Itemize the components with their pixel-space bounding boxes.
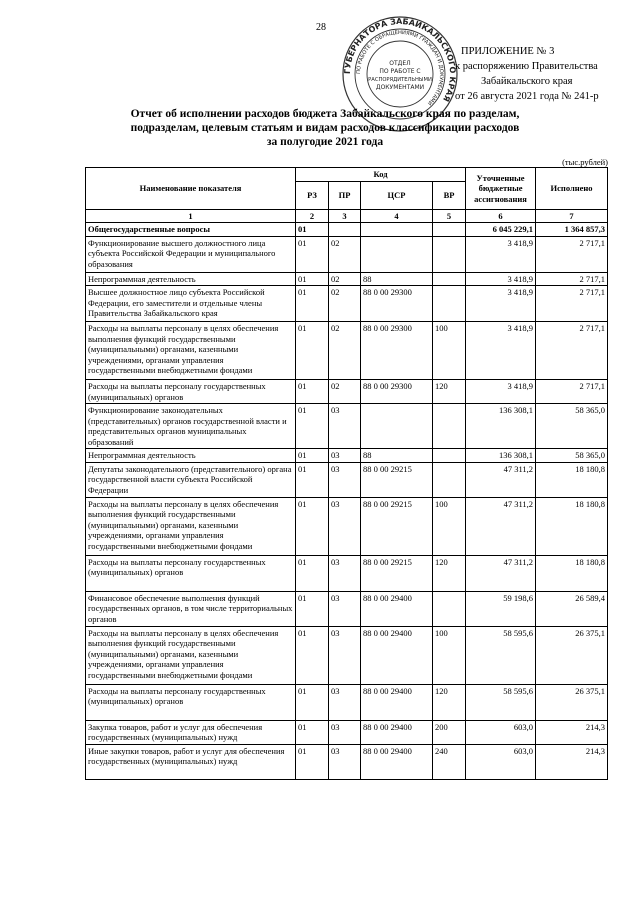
column-number: 2 xyxy=(296,209,329,223)
table-row xyxy=(86,720,608,744)
row-pr: 03 xyxy=(329,555,361,591)
row-name: Высшее должностное лицо субъекта Российской Федерации, его заместители и отдельные члены Правительства Забайкальского края xyxy=(86,286,296,322)
appendix-line-1: к распоряжению Правительства xyxy=(455,61,598,72)
row-csr: 88 0 00 29400 xyxy=(361,720,433,744)
row-rz: 01 xyxy=(296,272,329,286)
row-name: Депутаты законодательного (представительного) органа государственной власти субъекта Российской Федерации xyxy=(86,462,296,497)
row-rz: 01 xyxy=(296,380,329,404)
row-planned: 47 311,2 xyxy=(466,462,536,497)
row-planned: 3 418,9 xyxy=(466,286,536,322)
row-csr: 88 0 00 29300 xyxy=(361,286,433,322)
row-executed: 2 717,1 xyxy=(536,272,608,286)
row-pr: 02 xyxy=(329,272,361,286)
row-executed: 214,3 xyxy=(536,744,608,779)
row-pr: 03 xyxy=(329,626,361,684)
row-vr xyxy=(433,272,466,286)
row-executed: 214,3 xyxy=(536,720,608,744)
column-number-row xyxy=(86,209,608,223)
row-name: Функционирование законодательных (представительных) органов государственной власти и представительных органов муниципальных образований xyxy=(86,404,296,449)
row-planned: 47 311,2 xyxy=(466,497,536,555)
row-planned: 58 595,6 xyxy=(466,684,536,720)
row-rz: 01 xyxy=(296,404,329,449)
row-name: Функционирование высшего должностного лица субъекта Российской Федерации и муниципального образования xyxy=(86,236,296,272)
row-vr: 100 xyxy=(433,322,466,380)
row-pr xyxy=(329,223,361,237)
row-name: Расходы на выплаты персоналу в целях обеспечения выполнения функций государственными (муниципальными) органами, казенными учреждениями, органами управления государственными внебюджетными фондами xyxy=(86,497,296,555)
row-planned: 3 418,9 xyxy=(466,322,536,380)
row-pr: 02 xyxy=(329,380,361,404)
row-rz: 01 xyxy=(296,720,329,744)
row-pr: 02 xyxy=(329,322,361,380)
table-row xyxy=(86,380,608,404)
row-csr: 88 0 00 29215 xyxy=(361,555,433,591)
row-rz: 01 xyxy=(296,462,329,497)
row-vr xyxy=(433,286,466,322)
row-name: Непрограммная деятельность xyxy=(86,272,296,286)
row-vr: 120 xyxy=(433,555,466,591)
header-pr: ПР xyxy=(329,181,361,209)
row-pr: 03 xyxy=(329,497,361,555)
appendix-title: ПРИЛОЖЕНИЕ № 3 xyxy=(461,46,555,57)
appendix-line-3: от 26 августа 2021 года № 241-р xyxy=(455,91,599,102)
row-planned: 59 198,6 xyxy=(466,591,536,626)
row-name: Финансовое обеспечение выполнения функций государственных органов, в том числе территориальных органов xyxy=(86,591,296,626)
row-rz: 01 xyxy=(296,236,329,272)
appendix-block xyxy=(455,44,635,104)
row-vr xyxy=(433,404,466,449)
table-row xyxy=(86,462,608,497)
row-rz: 01 xyxy=(296,626,329,684)
row-name: Иные закупки товаров, работ и услуг для обеспечения государственных (муниципальных) нужд xyxy=(86,744,296,779)
header-planned: Уточненные бюджетные ассигнования xyxy=(466,168,536,210)
seal-ring-text: ГУБЕРНАТОРА ЗАБАЙКАЛЬСКОГО КРАЯ xyxy=(342,16,458,104)
seal-center-line-2: ПО РАБОТЕ С xyxy=(379,68,421,75)
row-name: Расходы на выплаты персоналу в целях обеспечения выполнения функций государственными (муниципальными) органами, казенными учреждениями, органами управления государственными внебюджетными фондами xyxy=(86,322,296,380)
table-row xyxy=(86,744,608,779)
row-csr: 88 0 00 29300 xyxy=(361,322,433,380)
report-title-line-1: Отчет об исполнении расходов бюджета Забайкальского края по разделам, xyxy=(130,108,520,120)
row-executed: 2 717,1 xyxy=(536,380,608,404)
row-executed: 2 717,1 xyxy=(536,286,608,322)
row-csr: 88 0 00 29400 xyxy=(361,591,433,626)
row-rz: 01 xyxy=(296,744,329,779)
table-body xyxy=(86,223,608,780)
column-number: 6 xyxy=(466,209,536,223)
row-pr: 03 xyxy=(329,684,361,720)
row-name: Расходы на выплаты персоналу государственных (муниципальных) органов xyxy=(86,555,296,591)
table-row xyxy=(86,322,608,380)
table-row xyxy=(86,497,608,555)
row-rz: 01 xyxy=(296,591,329,626)
header-csr: ЦСР xyxy=(361,181,433,209)
row-name: Закупка товаров, работ и услуг для обеспечения государственных (муниципальных) нужд xyxy=(86,720,296,744)
row-vr: 100 xyxy=(433,497,466,555)
seal-center-line-1: ОТДЕЛ xyxy=(389,60,411,67)
row-planned: 136 308,1 xyxy=(466,404,536,449)
row-vr: 100 xyxy=(433,626,466,684)
row-vr: 120 xyxy=(433,684,466,720)
row-csr: 88 xyxy=(361,272,433,286)
column-number: 5 xyxy=(433,209,466,223)
table-row xyxy=(86,684,608,720)
table-row xyxy=(86,223,608,237)
row-pr: 03 xyxy=(329,449,361,463)
row-rz: 01 xyxy=(296,223,329,237)
row-vr xyxy=(433,462,466,497)
row-executed: 1 364 857,3 xyxy=(536,223,608,237)
row-executed: 26 375,1 xyxy=(536,626,608,684)
row-executed: 26 589,4 xyxy=(536,591,608,626)
row-rz: 01 xyxy=(296,449,329,463)
table-row xyxy=(86,449,608,463)
column-number: 7 xyxy=(536,209,608,223)
row-executed: 18 180,8 xyxy=(536,555,608,591)
page-number: 28 xyxy=(316,22,326,33)
row-executed: 18 180,8 xyxy=(536,462,608,497)
row-rz: 01 xyxy=(296,684,329,720)
table-row xyxy=(86,286,608,322)
row-name: Расходы на выплаты персоналу государственных (муниципальных) органов xyxy=(86,684,296,720)
table-row xyxy=(86,626,608,684)
row-vr xyxy=(433,591,466,626)
row-name: Расходы на выплаты персоналу в целях обеспечения выполнения функций государственными (муниципальными) органами, казенными учреждениями, органами управления государственными внебюджетными фондами xyxy=(86,626,296,684)
header-executed: Исполнено xyxy=(536,168,608,210)
table-row xyxy=(86,404,608,449)
table-row xyxy=(86,591,608,626)
row-pr: 02 xyxy=(329,286,361,322)
row-csr: 88 0 00 29300 xyxy=(361,380,433,404)
row-planned: 3 418,9 xyxy=(466,272,536,286)
row-executed: 2 717,1 xyxy=(536,236,608,272)
row-executed: 2 717,1 xyxy=(536,322,608,380)
appendix-line-2: Забайкальского края xyxy=(481,76,573,87)
row-pr: 02 xyxy=(329,236,361,272)
row-csr: 88 xyxy=(361,449,433,463)
row-csr: 88 0 00 29400 xyxy=(361,684,433,720)
row-vr: 200 xyxy=(433,720,466,744)
row-vr xyxy=(433,236,466,272)
row-planned: 58 595,6 xyxy=(466,626,536,684)
row-pr: 03 xyxy=(329,404,361,449)
row-csr xyxy=(361,223,433,237)
row-executed: 26 375,1 xyxy=(536,684,608,720)
row-planned: 47 311,2 xyxy=(466,555,536,591)
table-row xyxy=(86,236,608,272)
row-executed: 18 180,8 xyxy=(536,497,608,555)
row-csr xyxy=(361,236,433,272)
units-label: (тыс.рублей) xyxy=(562,157,608,167)
table-header-row xyxy=(86,168,608,182)
row-rz: 01 xyxy=(296,322,329,380)
row-planned: 3 418,9 xyxy=(466,380,536,404)
seal-center-line-4: ДОКУМЕНТАМИ xyxy=(375,84,425,91)
row-vr: 120 xyxy=(433,380,466,404)
row-name: Общегосударственные вопросы xyxy=(86,223,296,237)
row-vr: 240 xyxy=(433,744,466,779)
row-csr: 88 0 00 29215 xyxy=(361,497,433,555)
row-name: Расходы на выплаты персоналу государственных (муниципальных) органов xyxy=(86,380,296,404)
seal-center-line-3: РАСПОРЯДИТЕЛЬНЫМИ xyxy=(368,77,432,83)
report-title-line-2: подразделам, целевым статьям и видам расходов классификации расходов xyxy=(130,122,520,134)
row-pr: 03 xyxy=(329,744,361,779)
report-title xyxy=(90,107,560,149)
row-pr: 03 xyxy=(329,591,361,626)
row-pr: 03 xyxy=(329,462,361,497)
row-planned: 136 308,1 xyxy=(466,449,536,463)
column-number: 3 xyxy=(329,209,361,223)
row-csr xyxy=(361,404,433,449)
column-number: 4 xyxy=(361,209,433,223)
table-row xyxy=(86,555,608,591)
header-vr: ВР xyxy=(433,181,466,209)
row-csr: 88 0 00 29400 xyxy=(361,626,433,684)
row-vr xyxy=(433,449,466,463)
header-name: Наименование показателя xyxy=(86,168,296,210)
row-vr xyxy=(433,223,466,237)
row-rz: 01 xyxy=(296,497,329,555)
row-executed: 58 365,0 xyxy=(536,449,608,463)
header-rz: РЗ xyxy=(296,181,329,209)
expenditure-table xyxy=(85,167,608,780)
seal-inner-ring-text: ПО РАБОТЕ С ОБРАЩЕНИЯМИ ГРАЖДАН И ДОКУМЕНТАМИ xyxy=(355,29,445,107)
row-rz: 01 xyxy=(296,555,329,591)
row-executed: 58 365,0 xyxy=(536,404,608,449)
report-title-line-3: за полугодие 2021 года xyxy=(266,136,384,148)
column-number: 1 xyxy=(86,209,296,223)
table-row xyxy=(86,272,608,286)
row-planned: 6 045 229,1 xyxy=(466,223,536,237)
row-planned: 603,0 xyxy=(466,720,536,744)
row-csr: 88 0 00 29400 xyxy=(361,744,433,779)
row-planned: 3 418,9 xyxy=(466,236,536,272)
header-code: Код xyxy=(296,168,466,182)
row-pr: 03 xyxy=(329,720,361,744)
row-csr: 88 0 00 29215 xyxy=(361,462,433,497)
row-name: Непрограммная деятельность xyxy=(86,449,296,463)
row-rz: 01 xyxy=(296,286,329,322)
row-planned: 603,0 xyxy=(466,744,536,779)
